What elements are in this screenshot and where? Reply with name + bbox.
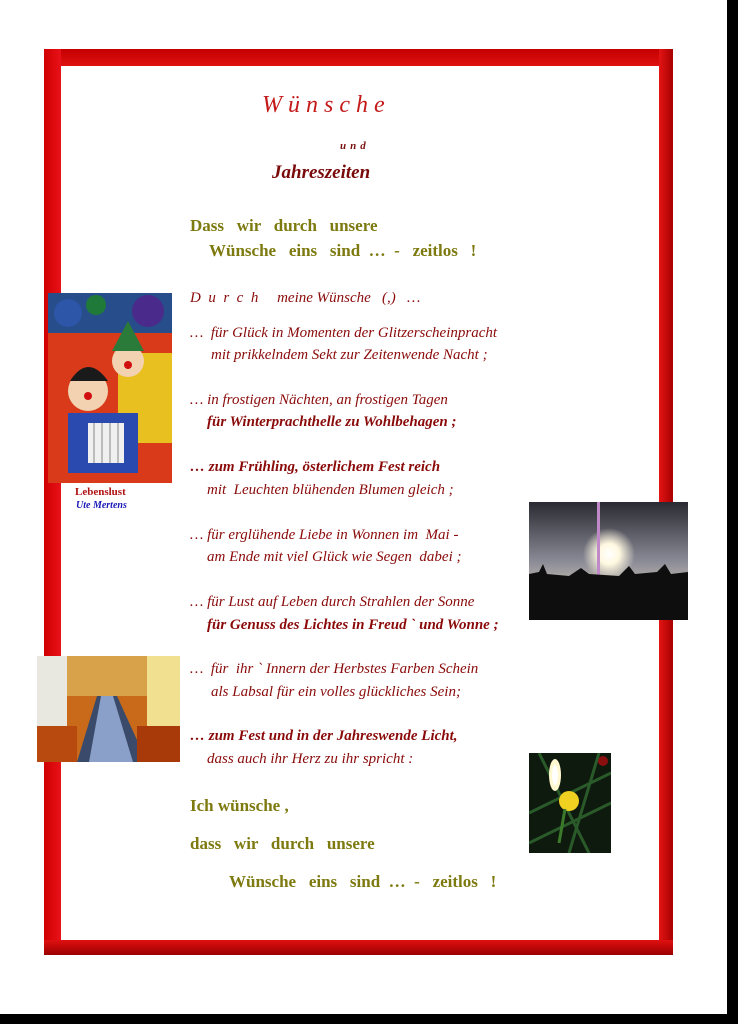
stanza-2-line-1: … in frostigen Nächten, an frostigen Tagen — [190, 392, 448, 408]
durch-line: D u r c h meine Wünsche (,) … — [190, 290, 421, 306]
candle-photo-image — [529, 753, 611, 853]
sunset-photo-image — [529, 502, 688, 620]
stanza-5-line-1: … für Lust auf Leben durch Strahlen der Sonne — [190, 594, 475, 610]
stanza-7-line-1: … zum Fest und in der Jahreswende Licht, — [190, 728, 458, 744]
autumn-canal-image — [37, 656, 180, 762]
stanza-5-line-2: für Genuss des Lichtes in Freud ` und Wonne ; — [207, 617, 499, 633]
stanza-2-line-2: für Winterprachthelle zu Wohlbehagen ; — [207, 414, 457, 430]
intro-line-2: Wünsche eins sind … - zeitlos ! — [209, 241, 477, 260]
stanza-6-line-1: … für ihr ` Innern der Herbstes Farben Schein — [190, 661, 479, 677]
stanza-1-line-2: mit prikkelndem Sekt zur Zeitenwende Nacht ; — [211, 347, 488, 363]
title-line-2: und — [340, 140, 370, 152]
stanza-1-line-1: … für Glück in Momenten der Glitzerscheinpracht — [190, 325, 498, 341]
stanza-3-line-1: … zum Frühling, österlichem Fest reich — [190, 459, 441, 475]
stanza-6-line-2: als Labsal für ein volles glückliches Sein; — [211, 684, 461, 700]
frame-bottom-edge — [44, 940, 673, 955]
stanza-7-line-2: dass auch ihr Herz zu ihr spricht : — [207, 751, 414, 767]
title-line-3: Jahreszeiten — [272, 162, 371, 183]
stanza-4-line-2: am Ende mit viel Glück wie Segen dabei ; — [207, 549, 462, 565]
stanza-3-line-2: mit Leuchten blühenden Blumen gleich ; — [207, 482, 454, 498]
closing-line-3: Wünsche eins sind … - zeitlos ! — [229, 872, 497, 891]
closing-line-2: dass wir durch unsere — [190, 834, 375, 853]
frame-top-edge — [44, 49, 673, 66]
closing-line-1: Ich wünsche , — [190, 796, 289, 815]
frame-left-edge — [44, 49, 61, 955]
stanza-4-line-1: … für erglühende Liebe in Wonnen im Mai - — [190, 527, 459, 543]
title-line-1: Wünsche — [262, 92, 391, 118]
caption-title: Lebenslust — [75, 486, 126, 498]
clown-painting-image — [48, 293, 172, 483]
caption-author: Ute Mertens — [76, 500, 127, 511]
intro-line-1: Dass wir durch unsere — [190, 216, 378, 235]
